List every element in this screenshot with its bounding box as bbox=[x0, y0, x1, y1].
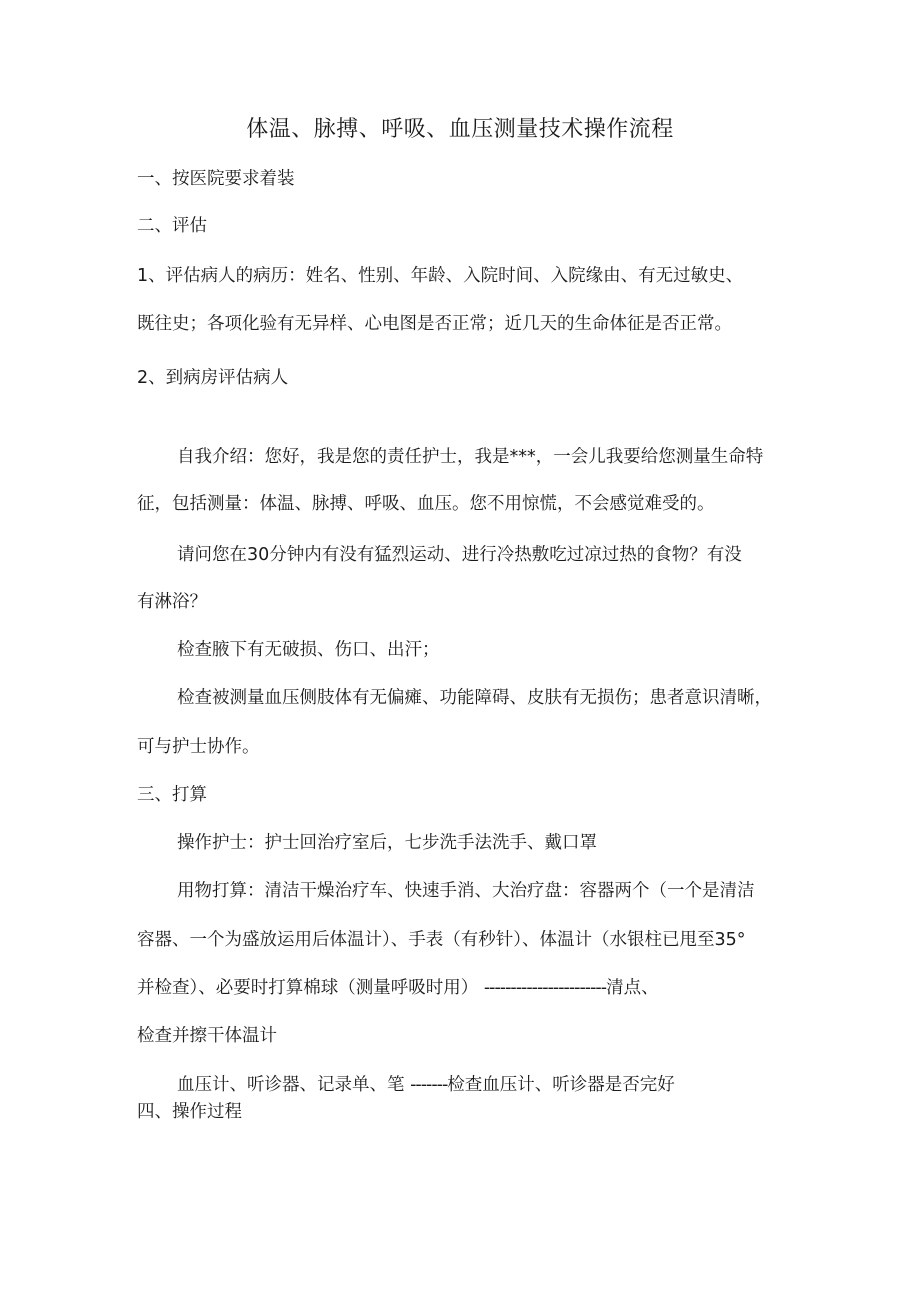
items-line-1: 用物打算：清洁干燥治疗车、快速手消、大治疗盘：容器两个（一个是清洁 bbox=[177, 881, 755, 901]
ask-line-1: 请问您在30分钟内有没有猛烈运动、进行冷热敷吃过凉过热的食物？有没 bbox=[177, 545, 742, 565]
items-line-3-dashes: ----------------------- bbox=[483, 978, 607, 998]
ask-line-2: 有淋浴？ bbox=[137, 592, 207, 612]
items-line-4: 检查并擦干体温计 bbox=[137, 1026, 277, 1046]
items-line-2: 容器、一个为盛放运用后体温计）、手表（有秒针）、体温计（水银柱已甩至35° bbox=[137, 930, 746, 950]
items-line-3-tail: 清点、 bbox=[606, 978, 659, 998]
check-armpit: 检查腋下有无破损、伤口、出汗； bbox=[177, 640, 440, 660]
equipment-dashes: ------- bbox=[410, 1075, 448, 1095]
intro-line-1: 自我介绍：您好，我是您的责任护士，我是***，一会儿我要给您测量生命特 bbox=[177, 447, 764, 467]
nurse-prep: 操作护士：护士回治疗室后，七步洗手法洗手、戴口罩 bbox=[177, 833, 597, 853]
check-limb-line-1: 检查被测量血压侧肢体有无偏瘫、功能障碍、皮肤有无损伤；患者意识清晰， bbox=[177, 688, 772, 708]
section-heading-dress: 一、按医院要求着装 bbox=[137, 169, 295, 189]
assess-item-1-line-2: 既往史；各项化验有无异样、心电图是否正常；近几天的生命体征是否正常。 bbox=[137, 314, 732, 334]
assess-item-1-line-1: 1、评估病人的病历：姓名、性别、年龄、入院时间、入院缘由、有无过敏史、 bbox=[137, 266, 744, 286]
section-heading-prepare: 三、打算 bbox=[137, 785, 207, 805]
intro-line-2: 征，包括测量：体温、脉搏、呼吸、血压。您不用惊慌，不会感觉难受的。 bbox=[137, 494, 715, 514]
section-heading-assess: 二、评估 bbox=[137, 216, 207, 236]
page-title: 体温、脉搏、呼吸、血压测量技术操作流程 bbox=[246, 117, 674, 142]
items-line-3-text: 并检查）、必要时打算棉球（测量呼吸时用） bbox=[137, 978, 479, 998]
assess-item-2: 2、到病房评估病人 bbox=[137, 368, 289, 388]
check-limb-line-2: 可与护士协作。 bbox=[137, 737, 260, 757]
equipment-tail: 检查血压计、听诊器是否完好 bbox=[447, 1075, 675, 1095]
equipment-text: 血压计、听诊器、记录单、笔 bbox=[177, 1075, 405, 1095]
equipment-line bbox=[177, 1073, 675, 1097]
items-line-3 bbox=[137, 976, 659, 1000]
section-heading-procedure: 四、操作过程 bbox=[137, 1102, 242, 1122]
